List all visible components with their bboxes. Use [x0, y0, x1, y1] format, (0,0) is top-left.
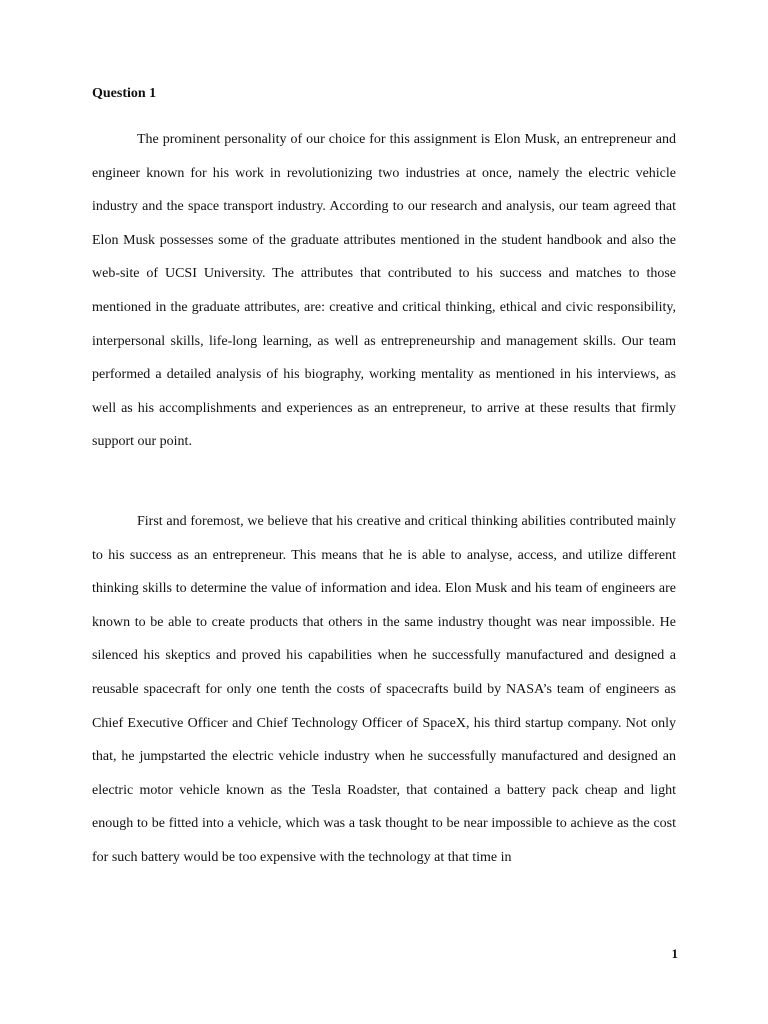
paragraph-introduction: The prominent personality of our choice for this assignment is Elon Musk, an entrepreneur and engineer known for his work in revolutionizing two industries at once, namely the electric vehicle industry and the space transport industry. According to our research and analysis, our team agreed that Elon Musk possesses some of the graduate attributes mentioned in the student handbook and also the web-site of UCSI University. The attributes that contributed to his success and matches to those mentioned in the graduate attributes, are: creative and critical thinking, ethical and civic responsibility, interpersonal skills, life-long learning, as well as entrepreneurship and management skills. Our team performed a detailed analysis of his biography, working mentality as mentioned in his interviews, as well as his accomplishments and experiences as an entrepreneur, to arrive at these results that firmly support our point. — [92, 132, 676, 450]
page-number: 1 — [671, 946, 678, 961]
paragraph-creative-thinking: First and foremost, we believe that his creative and critical thinking abilities contributed mainly to his success as an entrepreneur. This means that he is able to analyse, access, and utilize different thinking skills to determine the value of information and idea. Elon Musk and his team of engineers are known to be able to create products that others in the same industry thought was near impossible. He silenced his skeptics and proved his capabilities when he successfully manufactured and designed a reusable spacecraft for only one tenth the costs of spacecrafts build by NASA’s team of engineers as Chief Executive Officer and Chief Technology Officer of SpaceX, his third startup company. Not only that, he jumpstarted the electric vehicle industry when he successfully manufactured and designed an electric motor vehicle known as the Tesla Roadster, that contained a battery pack cheap and light enough to be fitted into a vehicle, which was a task thought to be near impossible to achieve as the cost for such battery would be too expensive with the technology at that time in — [92, 514, 676, 865]
question-heading: Question 1 — [92, 86, 157, 101]
